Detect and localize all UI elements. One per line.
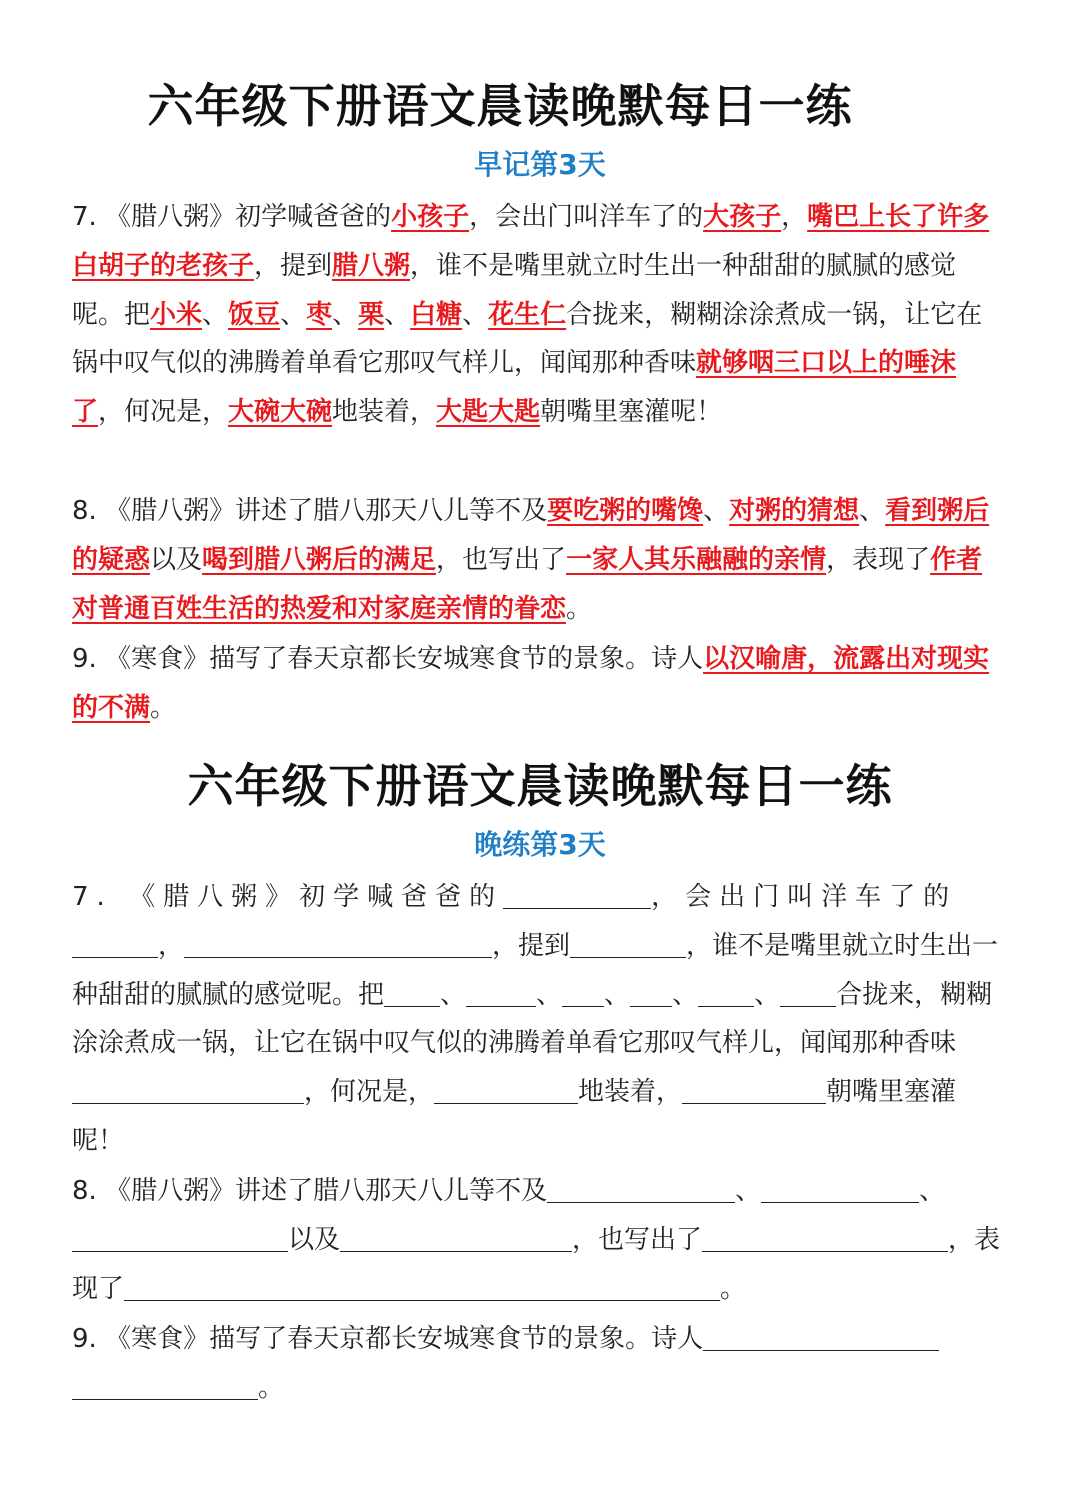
evening-title: 六年级下册语文晨读晚默每日一练 bbox=[187, 759, 893, 813]
question-text: ，表现了 bbox=[826, 544, 931, 575]
answer-blank bbox=[547, 1176, 735, 1203]
question-text: 的 bbox=[923, 882, 950, 912]
answer-text: 大匙大匙 bbox=[436, 397, 541, 428]
question-text: 、 bbox=[735, 1176, 762, 1206]
question-text: ，会出门叫洋车了 bbox=[651, 882, 924, 912]
question-text: 8. 《腊八粥》讲述了腊八那天八儿等不及 bbox=[72, 496, 548, 526]
answer-blank bbox=[562, 980, 604, 1007]
question-text: 、 bbox=[462, 299, 489, 330]
question-text: 合拢来，糊糊涂涂煮成一锅，让它在锅中叹气似的沸腾着单看它那叹气样儿，闻闻那种香味 bbox=[72, 979, 993, 1059]
answer-blank bbox=[72, 931, 158, 958]
question-text: 、 bbox=[280, 299, 307, 330]
answer-text: 腊八粥 bbox=[332, 250, 411, 281]
answer-blank bbox=[703, 1324, 939, 1351]
answer-blank bbox=[72, 1373, 258, 1400]
answer-blank bbox=[698, 980, 754, 1007]
question-text: 、 bbox=[536, 979, 563, 1010]
answer-text: 要吃粥的嘴馋 bbox=[547, 496, 704, 526]
question-text: 7. 《腊八粥》初学喊爸爸的 bbox=[72, 202, 392, 232]
question-text: 地装着， bbox=[332, 397, 437, 428]
question-text: 地装着， bbox=[578, 1077, 683, 1108]
answer-text: 饭豆 bbox=[228, 299, 281, 330]
question-text: ， bbox=[781, 202, 808, 232]
question-text: 朝嘴里塞灌呢！ bbox=[72, 1077, 957, 1156]
morning-subtitle: 早记第3天 bbox=[474, 148, 606, 181]
answer-text: 大孩子 bbox=[703, 202, 782, 232]
question-text: ，也写出了 bbox=[572, 1224, 703, 1255]
answer-blank bbox=[184, 931, 492, 958]
answer-text: 花生仁 bbox=[488, 299, 567, 330]
question-text: ，谁不是嘴里就立时生出一种甜甜的腻腻的感觉呢。把 bbox=[72, 250, 957, 330]
answer-blank bbox=[124, 1274, 720, 1301]
evening-question-9 bbox=[72, 1315, 1007, 1413]
answer-text: 喝到腊八粥后的满足 bbox=[202, 544, 437, 575]
answer-blank bbox=[466, 980, 536, 1007]
answer-blank bbox=[384, 980, 440, 1007]
question-text: 9. 《寒食》描写了春天京都长安城寒食节的景象。诗人 bbox=[72, 1324, 704, 1354]
evening-question-7 bbox=[72, 873, 1007, 1166]
morning-question-7 bbox=[72, 193, 1007, 437]
answer-text: 看到粥后的疑惑 bbox=[72, 496, 990, 575]
answer-text: 枣 bbox=[306, 299, 333, 330]
question-text: ，提到 bbox=[254, 250, 333, 281]
question-text: ，也写出了 bbox=[436, 544, 567, 575]
answer-blank bbox=[570, 931, 686, 958]
answer-blank bbox=[682, 1077, 826, 1104]
question-text: ，谁不是嘴里就立时生出一种甜甜的腻腻的感觉呢。把 bbox=[72, 930, 999, 1010]
answer-blank bbox=[434, 1077, 578, 1104]
answer-text: 以汉喻唐，流露出对现实的不满 bbox=[72, 644, 990, 723]
answer-text: 栗 bbox=[358, 299, 385, 330]
question-text: 。 bbox=[720, 1273, 747, 1304]
question-text: 、 bbox=[754, 979, 781, 1010]
question-text: 以及 bbox=[288, 1224, 341, 1255]
answer-text: 大碗大碗 bbox=[228, 397, 333, 428]
question-text: 合拢来，糊糊涂涂煮成一锅，让它在锅中叹气似的沸腾着单看它那叹气样儿，闻闻那种香味 bbox=[72, 299, 983, 379]
question-text: ，提到 bbox=[492, 930, 571, 961]
question-text: 、 bbox=[703, 496, 730, 526]
answer-blank bbox=[702, 1225, 948, 1252]
answer-blank bbox=[630, 980, 672, 1007]
answer-text: 嘴巴上长了许多白胡子的老孩子 bbox=[72, 202, 990, 281]
question-text: ， bbox=[158, 930, 185, 961]
answer-blank bbox=[72, 1077, 304, 1104]
answer-text: 小米 bbox=[150, 299, 203, 330]
answer-text: 小孩子 bbox=[391, 202, 470, 232]
question-text: ，表现了 bbox=[72, 1224, 1001, 1304]
evening-subtitle: 晚练第3天 bbox=[474, 828, 606, 861]
answer-text: 作者对普通百姓生活的热爱和对家庭亲情的眷恋 bbox=[72, 544, 983, 624]
question-text: 、 bbox=[672, 979, 699, 1010]
question-text: 。 bbox=[150, 692, 177, 723]
answer-blank bbox=[761, 1176, 919, 1203]
question-text: ，何况是， bbox=[98, 397, 229, 428]
question-text: ，会出门叫洋车了的 bbox=[469, 202, 704, 232]
question-text: 朝嘴里塞灌呢！ bbox=[540, 397, 723, 428]
evening-question-8 bbox=[72, 1167, 1007, 1313]
question-text: 。 bbox=[258, 1372, 285, 1403]
answer-text: 白糖 bbox=[410, 299, 463, 330]
answer-text: 对粥的猜想 bbox=[729, 496, 860, 526]
question-text: 、 bbox=[332, 299, 359, 330]
question-text: 8. 《腊八粥》讲述了腊八那天八儿等不及 bbox=[72, 1176, 548, 1206]
question-text: 、 bbox=[604, 979, 631, 1010]
question-text: 。 bbox=[566, 593, 593, 624]
answer-blank bbox=[340, 1225, 572, 1252]
question-text: 7. 《腊八粥》初学喊爸爸的 bbox=[72, 882, 504, 912]
question-text: 、 bbox=[202, 299, 229, 330]
answer-blank bbox=[780, 980, 836, 1007]
question-text: 、 bbox=[859, 496, 886, 526]
question-text: 、 bbox=[440, 979, 467, 1010]
answer-text: 就够咽三口以上的唾沫了 bbox=[72, 348, 957, 428]
question-text: 、 bbox=[384, 299, 411, 330]
question-text: 以及 bbox=[150, 544, 203, 575]
morning-question-9 bbox=[72, 635, 1007, 733]
answer-blank bbox=[72, 1225, 288, 1252]
question-text: 9. 《寒食》描写了春天京都长安城寒食节的景象。诗人 bbox=[72, 644, 704, 674]
morning-question-8 bbox=[72, 487, 1007, 633]
question-text: ，何况是， bbox=[304, 1077, 435, 1108]
morning-title: 六年级下册语文晨读晚默每日一练 bbox=[147, 79, 853, 133]
answer-blank bbox=[503, 882, 651, 909]
answer-text: 一家人其乐融融的亲情 bbox=[566, 544, 827, 575]
question-text: 、 bbox=[919, 1176, 946, 1206]
